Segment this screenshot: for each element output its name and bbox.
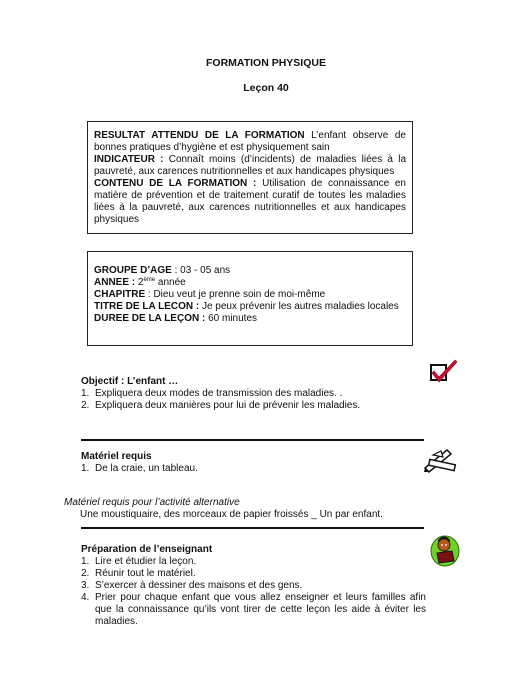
list-item xyxy=(81,400,421,412)
objectif-list xyxy=(81,388,421,412)
list-item xyxy=(81,388,421,400)
objectif-heading: Objectif : L’enfant … xyxy=(81,376,179,387)
section-divider xyxy=(81,527,424,529)
item-number: 1. xyxy=(81,388,90,399)
annee-num: 2 xyxy=(135,277,144,288)
item-text: Expliquera deux manières pour lui de prévenir les maladies. xyxy=(95,400,361,411)
resultat-text: L’enfant observe de bonnes pratiques d’hygiène et est physiquement sain xyxy=(94,130,406,153)
preparation-section xyxy=(81,544,426,628)
titre-line xyxy=(94,301,406,313)
alternative-heading: Matériel requis pour l’activité alternative xyxy=(64,497,240,508)
preparation-list xyxy=(81,556,426,628)
groupe-age-line xyxy=(94,265,406,277)
indicateur-text: Connaît moins (d’incidents) de maladies liées à la pauvreté, aux carences nutritionnelles et aux handicapes physiques xyxy=(94,154,406,177)
document-title: FORMATION PHYSIQUE xyxy=(206,57,326,69)
alternative-text: Une moustiquaire, des morceaux de papier froissés _ Un par enfant. xyxy=(80,509,383,520)
annee-sup: ème xyxy=(143,277,156,283)
materiel-list xyxy=(81,463,411,475)
item-text: Prier pour chaque enfant que vous allez enseigner et leurs familles afin que la connaissance qu’ils vont tirer de cette leçon les aide à éviter les maladies. xyxy=(95,592,426,627)
duree-value: 60 minutes xyxy=(205,313,258,324)
teacher-reading-icon xyxy=(430,533,460,567)
indicateur-label: INDICATEUR : xyxy=(94,154,164,165)
checkbox-check-icon xyxy=(430,358,458,384)
item-text: Lire et étudier la leçon. xyxy=(95,556,197,567)
groupe-age-label: GROUPE D’AGE xyxy=(94,265,172,276)
preparation-heading: Préparation de l’enseignant xyxy=(81,544,213,555)
item-number: 1. xyxy=(81,463,90,474)
titre-label: TITRE DE LA LECON : xyxy=(94,301,200,312)
pencil-tools-icon xyxy=(423,447,457,473)
item-number: 1. xyxy=(81,556,90,567)
annee-label: ANNEE : xyxy=(94,277,136,288)
resultat-label: RESULTAT ATTENDU DE LA FORMATION xyxy=(94,130,305,141)
list-item xyxy=(81,463,411,475)
item-text: Expliquera deux modes de transmission des maladies. . xyxy=(95,388,343,399)
lesson-number: Leçon 40 xyxy=(243,82,289,94)
materiel-section xyxy=(81,451,411,475)
duree-label: DUREE DE LA LEÇON : xyxy=(94,313,206,324)
list-item xyxy=(81,556,426,568)
annee-word: année xyxy=(155,277,186,288)
contenu-label: CONTENU DE LA FORMATION : xyxy=(94,178,257,189)
learning-outcomes-box xyxy=(87,121,413,234)
list-item xyxy=(81,592,426,628)
contenu-text: Utilisation de connaissance en matière de prévention et de traitement curatif de toutes les maladies liées à la pauvreté, aux carences nutritionnelles et aux handicapes physiques xyxy=(94,178,406,225)
titre-value: Je peux prévenir les autres maladies locales xyxy=(199,301,399,312)
list-item xyxy=(81,568,426,580)
outcomes-paragraph xyxy=(94,130,406,226)
duree-line xyxy=(94,313,406,325)
groupe-age-value: : 03 - 05 ans xyxy=(171,265,231,276)
list-item xyxy=(81,580,426,592)
lesson-info-box xyxy=(87,251,413,346)
item-number: 2. xyxy=(81,568,90,579)
item-text: De la craie, un tableau. xyxy=(95,463,198,474)
section-divider xyxy=(81,439,424,441)
item-number: 2. xyxy=(81,400,90,411)
chapitre-value: : Dieu veut je prenne soin de moi-même xyxy=(145,289,326,300)
item-number: 3. xyxy=(81,580,90,591)
chapitre-label: CHAPITRE xyxy=(94,289,146,300)
materiel-heading: Matériel requis xyxy=(81,451,152,462)
item-number: 4. xyxy=(81,592,90,603)
objectif-section xyxy=(81,376,421,412)
item-text: Réunir tout le matériel. xyxy=(95,568,196,579)
chapitre-line xyxy=(94,289,406,301)
alternative-section xyxy=(64,497,444,521)
item-text: S’exercer à dessiner des maisons et des gens. xyxy=(95,580,303,591)
annee-line xyxy=(94,277,406,289)
lesson-info-lines xyxy=(94,265,406,325)
